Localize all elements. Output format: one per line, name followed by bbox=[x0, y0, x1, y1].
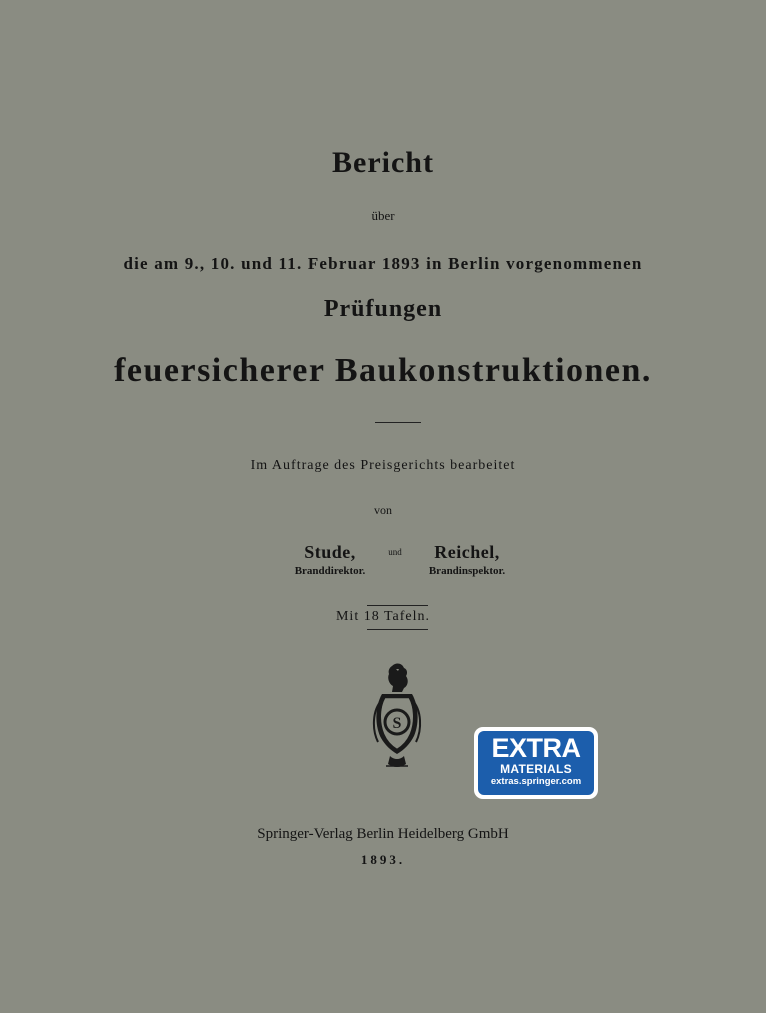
author-name: Reichel, bbox=[434, 542, 500, 562]
book-title: Bericht bbox=[332, 146, 434, 179]
author-role: Branddirektor. bbox=[294, 565, 366, 577]
author-role: Brandinspektor. bbox=[428, 565, 506, 577]
divider-rule bbox=[367, 605, 428, 606]
author-block bbox=[280, 542, 380, 577]
extra-materials-badge[interactable] bbox=[474, 727, 598, 799]
subtitle-pruefungen: Prüfungen bbox=[323, 296, 443, 322]
title-connector: über bbox=[371, 208, 395, 223]
badge-panel bbox=[478, 731, 594, 795]
plates-note: Mit 18 Tafeln. bbox=[335, 609, 431, 624]
author-block bbox=[412, 542, 522, 577]
springer-horse-logo-icon bbox=[362, 660, 432, 772]
event-line: die am 9., 10. und 11. Februar 1893 in Berlin vorgenommenen bbox=[123, 254, 643, 273]
divider-rule bbox=[375, 422, 421, 423]
by-label: von bbox=[374, 503, 392, 517]
divider-rule bbox=[367, 629, 428, 630]
badge-title: EXTRA bbox=[491, 733, 581, 763]
subject-line: feuersicherer Baukonstruktionen. bbox=[114, 352, 652, 389]
badge-subtitle: MATERIALS bbox=[500, 762, 572, 776]
author-name: Stude, bbox=[304, 542, 356, 562]
publication-year: 1893. bbox=[360, 852, 406, 867]
svg-text:S: S bbox=[392, 715, 402, 732]
commission-line: Im Auftrage des Preisgerichts bearbeitet bbox=[250, 458, 516, 473]
publisher: Springer-Verlag Berlin Heidelberg GmbH bbox=[257, 826, 509, 842]
and-label: und bbox=[388, 547, 402, 557]
badge-url: extras.springer.com bbox=[490, 776, 582, 787]
